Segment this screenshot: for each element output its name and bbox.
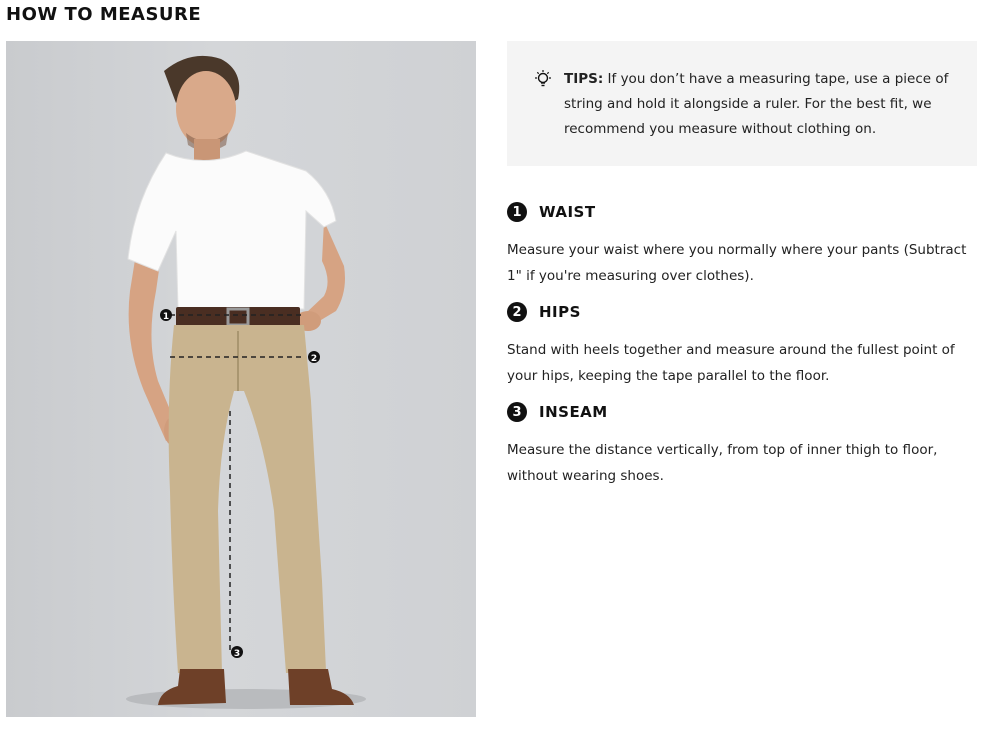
jeans <box>169 325 326 673</box>
model-illustration <box>6 41 476 717</box>
inseam-description: Measure the distance vertically, from top of inner thigh to floor, without wearing shoes. <box>507 442 938 484</box>
waist-description: Measure your waist where you normally where your pants (Subtract 1" if you're measuring over clothes). <box>507 242 967 284</box>
marker-3-label: 3 <box>233 649 241 659</box>
tips-body: If you don’t have a measuring tape, use a piece of string and hold it alongside a ruler. For the best fit, we recommend you measure without clothing on. <box>564 71 949 137</box>
model-photo <box>6 41 476 717</box>
boot-left <box>158 669 226 705</box>
tips-label: TIPS: <box>564 71 604 87</box>
marker-2-label: 2 <box>310 354 318 364</box>
page-title: HOW TO MEASURE <box>6 4 202 25</box>
t-shirt <box>128 151 336 309</box>
waist-title: WAIST <box>539 203 596 221</box>
tips-text <box>564 67 964 142</box>
hips-description: Stand with heels together and measure around the fullest point of your hips, keeping the tape parallel to the floor. <box>507 342 955 384</box>
marker-2 <box>308 351 320 364</box>
section-hips <box>507 301 982 389</box>
lightbulb-icon <box>533 69 553 89</box>
boot-right <box>288 669 354 705</box>
arm-right <box>306 221 345 326</box>
marker-3 <box>231 646 243 659</box>
marker-1 <box>160 309 172 322</box>
inseam-title: INSEAM <box>539 403 608 421</box>
marker-1-label: 1 <box>162 312 170 322</box>
section-waist <box>507 201 982 289</box>
hips-number-badge: 2 <box>507 302 527 322</box>
waist-number-badge: 1 <box>507 202 527 222</box>
hips-title: HIPS <box>539 303 581 321</box>
tips-box <box>507 41 977 166</box>
inseam-number-badge: 3 <box>507 402 527 422</box>
section-inseam <box>507 401 982 489</box>
